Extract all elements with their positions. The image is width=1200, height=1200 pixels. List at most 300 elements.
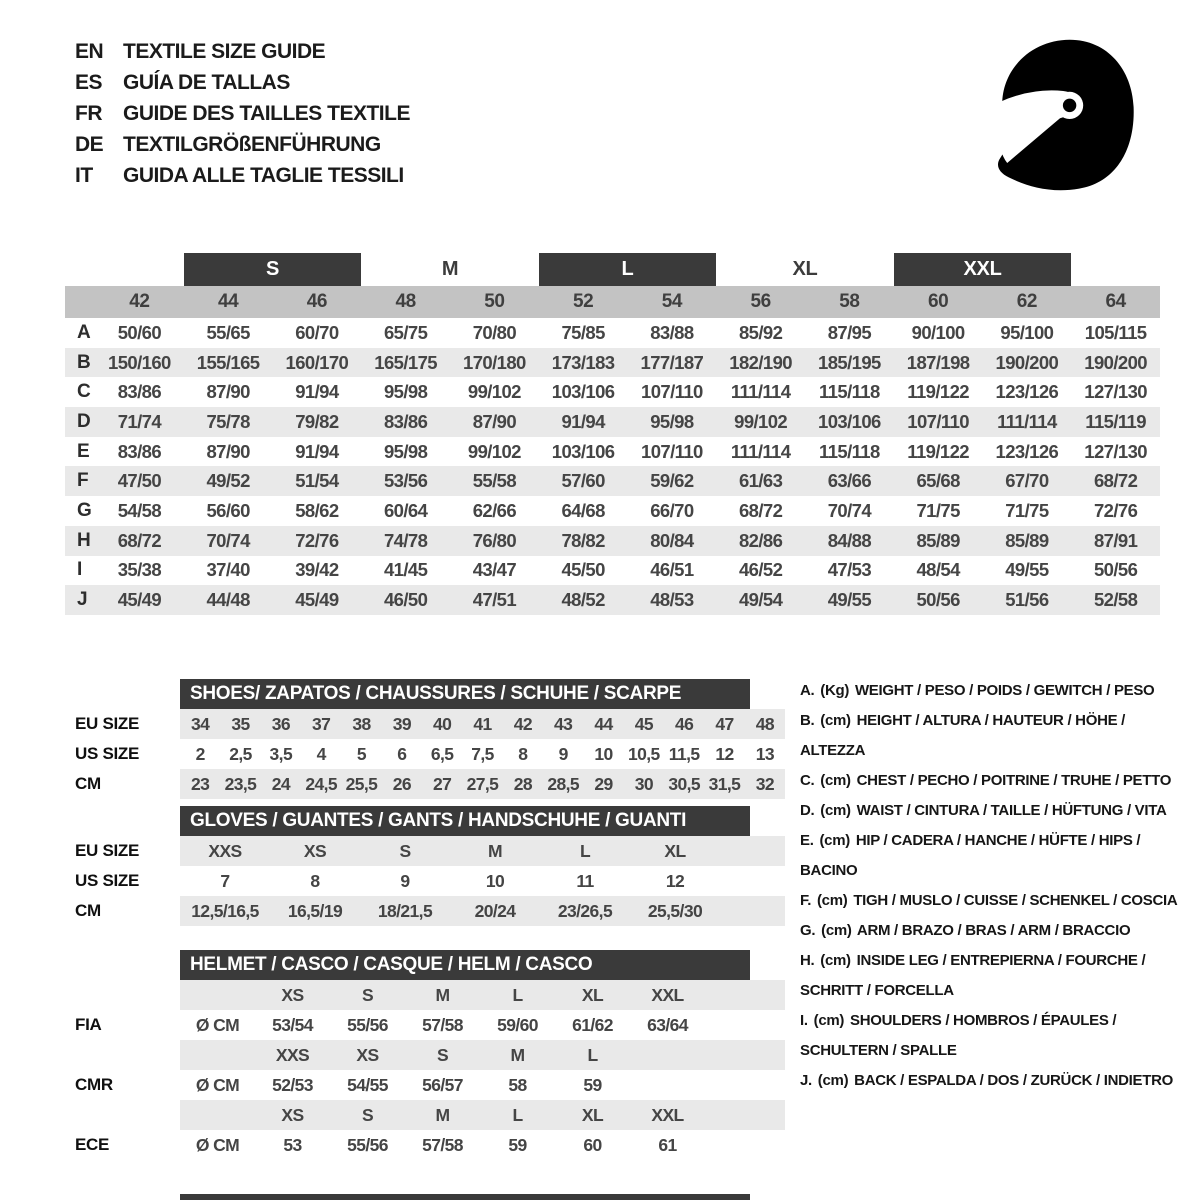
language-title-block — [75, 36, 410, 191]
legend-text: WEIGHT / PESO / POIDS / GEWITCH / PESO — [854, 682, 1155, 699]
table-cell: 4 — [316, 743, 326, 764]
size-cell: 72/76 — [295, 529, 339, 551]
size-cell: 105/115 — [1084, 321, 1147, 343]
row-letter: D — [77, 410, 91, 432]
size-cell: 56/60 — [206, 499, 250, 521]
size-cell: 87/90 — [206, 381, 250, 403]
table-cell: 31,5 — [708, 773, 741, 794]
size-cell: 46/52 — [738, 559, 783, 581]
legend-unit: (cm) — [813, 1012, 845, 1029]
size-cell: 60/70 — [295, 321, 339, 343]
helmet-icon — [980, 34, 1140, 196]
size-cell: 65/75 — [383, 321, 428, 343]
size-label-row — [65, 253, 1160, 286]
size-cell: 119/122 — [907, 381, 969, 403]
row-label: CMR — [75, 1075, 113, 1094]
table-row — [75, 896, 785, 926]
row-values — [180, 866, 785, 896]
language-code: FR — [75, 101, 102, 125]
helmet-size-cell: XS — [356, 1044, 379, 1065]
helmet-size-cell: XL — [581, 1104, 604, 1125]
legend-key: B. — [800, 712, 815, 729]
table-cell: 13 — [755, 743, 774, 764]
legend-text: INSIDE LEG / ENTREPIERNA / FOURCHE / SCHRITT / FORCELLA — [800, 952, 1146, 999]
size-cell: 80/84 — [650, 529, 694, 551]
size-cell: 103/106 — [551, 440, 615, 462]
row-values — [180, 1100, 785, 1130]
size-table-row — [65, 466, 1160, 496]
helmet-table-title: HELMET / CASCO / CASQUE / HELM / CASCO — [180, 950, 750, 980]
measurement-legend — [800, 676, 1188, 1096]
size-cell: 53/56 — [383, 470, 428, 492]
numeric-size-cell: 60 — [928, 291, 949, 312]
table-cell: 2 — [195, 743, 205, 764]
size-label-l: L — [539, 253, 717, 286]
legend-unit: (cm) — [819, 832, 850, 849]
size-cell: 68/72 — [117, 529, 162, 551]
size-cell: 57/60 — [561, 470, 605, 492]
helmet-size-cell: L — [512, 1104, 523, 1125]
legend-key: A. — [800, 682, 815, 699]
legend-unit: (Kg) — [820, 682, 850, 699]
numeric-size-spacer — [65, 286, 95, 318]
table-row — [75, 739, 785, 769]
numeric-size-cell: 46 — [306, 291, 327, 312]
helmet-table-body — [75, 980, 785, 1160]
helmet-size-cell: XL — [581, 984, 604, 1005]
helmet-value-cell: 59/60 — [497, 1014, 538, 1035]
size-cell: 35/38 — [117, 559, 162, 581]
size-cell: 47/53 — [827, 559, 872, 581]
table-cell: 32 — [755, 773, 774, 794]
size-cell: 190/200 — [1084, 351, 1147, 373]
legend-item — [800, 826, 1188, 886]
language-title: GUÍA DE TALLAS — [123, 70, 290, 94]
language-code: IT — [75, 163, 93, 187]
size-cell: 66/70 — [650, 499, 694, 521]
table-cell: 41 — [473, 713, 492, 734]
size-cell: 127/130 — [1084, 440, 1147, 462]
table-cell: 12,5/16,5 — [191, 900, 259, 921]
table-cell: 12 — [665, 870, 685, 891]
helmet-size-cell: XXL — [651, 1104, 684, 1125]
table-row — [75, 769, 785, 799]
helmet-value-row — [75, 1010, 785, 1040]
table-cell: 10 — [594, 743, 613, 764]
size-table-row — [65, 318, 1160, 348]
row-values — [180, 896, 785, 926]
language-row — [75, 129, 410, 160]
gloves-table-body — [75, 836, 785, 926]
table-cell: 9 — [400, 870, 410, 891]
table-cell: 27,5 — [466, 773, 499, 794]
language-row — [75, 160, 410, 191]
legend-text: TIGH / MUSLO / CUISSE / SCHENKEL / COSCIA — [853, 892, 1178, 909]
helmet-value-cell: 61 — [658, 1134, 677, 1155]
size-table-row — [65, 556, 1160, 586]
table-cell: 38 — [352, 713, 371, 734]
row-letter: E — [77, 440, 90, 462]
helmet-size-row — [75, 1040, 785, 1070]
unit-spacer — [180, 1040, 255, 1070]
helmet-size-cell: M — [435, 984, 450, 1005]
size-cell: 99/102 — [734, 410, 788, 432]
size-cell: 85/89 — [1005, 529, 1049, 551]
row-values — [180, 769, 785, 799]
size-cell: 177/187 — [640, 351, 704, 373]
helmet-value-cell: 58 — [508, 1074, 527, 1095]
size-cell: 71/75 — [1005, 499, 1049, 521]
legend-text: CHEST / PECHO / POITRINE / TRUHE / PETTO — [856, 772, 1172, 789]
shoes-table — [75, 679, 785, 799]
table-cell: 8 — [518, 743, 528, 764]
language-row — [75, 36, 410, 67]
table-cell: 24,5 — [305, 773, 337, 794]
helmet-value-cell: 56/57 — [422, 1074, 463, 1095]
size-cell: 48/53 — [650, 589, 694, 611]
row-letter: I — [77, 559, 83, 581]
size-cell: 44/48 — [206, 589, 250, 611]
row-label: US SIZE — [75, 871, 140, 890]
size-cell: 115/119 — [1085, 410, 1146, 432]
numeric-size-cell: 62 — [1016, 291, 1037, 312]
row-values — [180, 709, 785, 739]
size-cell: 65/68 — [916, 470, 960, 492]
size-cell: 107/110 — [641, 440, 703, 462]
unit-spacer — [180, 1100, 255, 1130]
size-cell: 173/183 — [551, 351, 615, 373]
helmet-size-cell: XS — [281, 984, 304, 1005]
size-cell: 45/49 — [295, 589, 339, 611]
gloves-table-title: GLOVES / GUANTES / GANTS / HANDSCHUHE / GUANTI — [180, 806, 750, 836]
unit-cell: Ø CM — [195, 1074, 240, 1095]
table-cell: 42 — [513, 713, 532, 734]
table-cell: 10,5 — [627, 743, 660, 764]
row-label: CM — [75, 774, 101, 793]
table-cell: 18/21,5 — [377, 900, 433, 921]
size-cell: 111/114 — [730, 440, 791, 462]
helmet-value-cell: 59 — [583, 1074, 602, 1095]
row-label — [75, 980, 180, 1010]
size-cell: 83/86 — [117, 381, 162, 403]
table-row — [75, 836, 785, 866]
helmet-value-cell: 54/55 — [347, 1074, 388, 1095]
helmet-value-row — [75, 1070, 785, 1100]
size-cell: 39/42 — [295, 559, 339, 581]
size-cell: 115/118 — [819, 381, 880, 403]
table-cell: 2,5 — [229, 743, 252, 764]
table-cell: 37 — [312, 713, 331, 734]
legend-item — [800, 1006, 1188, 1066]
size-cell: 107/110 — [641, 381, 703, 403]
size-cell: 185/195 — [818, 351, 881, 373]
legend-unit: (cm) — [820, 712, 851, 729]
helmet-size-cell: S — [436, 1044, 449, 1065]
size-cell: 107/110 — [907, 410, 969, 432]
table-cell: 43 — [554, 713, 573, 734]
table-cell: 47 — [715, 713, 734, 734]
legend-unit: (cm) — [816, 892, 848, 909]
unit-spacer — [180, 980, 255, 1010]
table-cell: 11,5 — [668, 743, 700, 764]
legend-text: BACK / ESPALDA / DOS / ZURÜCK / INDIETRO — [854, 1072, 1173, 1089]
numeric-size-cell: 42 — [129, 291, 150, 312]
size-cell: 62/66 — [472, 499, 517, 521]
row-label: US SIZE — [75, 744, 140, 763]
size-label-xxl: XXL — [894, 253, 1072, 286]
numeric-size-cell: 44 — [218, 291, 239, 312]
size-cell: 74/78 — [383, 529, 428, 551]
legend-text: WAIST / CINTURA / TAILLE / HÜFTUNG / VITA — [856, 802, 1167, 819]
size-cell: 63/66 — [827, 470, 872, 492]
legend-text: SHOULDERS / HOMBROS / ÉPAULES / SCHULTERN / SPALLE — [800, 1012, 1117, 1059]
size-table-row — [65, 407, 1160, 437]
size-cell: 87/95 — [827, 321, 872, 343]
size-cell: 64/68 — [561, 499, 605, 521]
size-cell: 83/86 — [383, 410, 428, 432]
size-cell: 150/160 — [108, 351, 171, 373]
table-cell: 6 — [397, 743, 407, 764]
row-label — [75, 1040, 180, 1070]
size-cell: 70/80 — [472, 321, 517, 343]
table-cell: 11 — [576, 870, 594, 891]
size-cell: 72/76 — [1093, 499, 1138, 521]
size-cell: 103/106 — [818, 410, 881, 432]
table-cell: 44 — [594, 713, 613, 734]
helmet-size-cell — [630, 1040, 705, 1070]
size-cell: 50/56 — [1093, 559, 1138, 581]
helmet-value-cell: 52/53 — [272, 1074, 313, 1095]
size-cell: 70/74 — [206, 529, 250, 551]
legend-item — [800, 916, 1188, 946]
helmet-value-cell: 63/64 — [647, 1014, 688, 1035]
helmet-size-cell: M — [435, 1104, 450, 1125]
language-code: DE — [75, 132, 104, 156]
size-cell: 48/52 — [561, 589, 605, 611]
table-cell: 5 — [356, 743, 367, 764]
table-cell: 40 — [433, 713, 452, 734]
legend-text: HIP / CADERA / HANCHE / HÜFTE / HIPS / BACINO — [800, 832, 1141, 879]
size-cell: 46/51 — [650, 559, 694, 581]
size-cell: 49/52 — [206, 470, 250, 492]
size-cell: 83/88 — [650, 321, 694, 343]
size-cell: 70/74 — [827, 499, 872, 521]
size-label-m: M — [441, 258, 459, 280]
helmet-size-cell: S — [361, 984, 374, 1005]
size-cell: 95/98 — [650, 410, 694, 432]
textile-size-table — [65, 253, 1160, 615]
table-cell: 48 — [755, 713, 774, 734]
size-cell: 47/50 — [117, 470, 162, 492]
size-cell: 49/54 — [738, 589, 783, 611]
helmet-size-cell: XXL — [651, 984, 684, 1005]
row-label: CM — [75, 901, 101, 920]
helmet-size-cell: XS — [281, 1104, 304, 1125]
row-letter: C — [77, 381, 91, 403]
size-cell: 95/98 — [383, 440, 428, 462]
row-values — [180, 739, 785, 769]
table-cell: 3,5 — [269, 743, 293, 764]
size-cell: 68/72 — [1093, 470, 1138, 492]
size-cell: 55/58 — [472, 470, 517, 492]
legend-item — [800, 706, 1188, 766]
size-cell: 190/200 — [995, 351, 1059, 373]
size-cell: 45/49 — [117, 589, 162, 611]
row-letter: J — [77, 589, 88, 611]
helmet-size-cell: XXS — [275, 1044, 310, 1065]
table-cell: 26 — [392, 773, 411, 794]
table-cell: XS — [303, 840, 327, 861]
size-cell: 51/54 — [295, 470, 339, 492]
table-cell: 28 — [513, 773, 532, 794]
language-title: GUIDE DES TAILLES TEXTILE — [123, 101, 410, 125]
language-row — [75, 67, 410, 98]
size-table-row — [65, 377, 1160, 407]
row-label — [75, 1100, 180, 1130]
size-cell: 103/106 — [551, 381, 615, 403]
size-cell: 83/86 — [117, 440, 162, 462]
language-title: TEXTILGRÖßENFÜHRUNG — [123, 132, 381, 156]
size-cell: 45/50 — [561, 559, 605, 581]
row-label: FIA — [75, 1015, 102, 1034]
size-cell: 85/92 — [738, 321, 783, 343]
shoes-table-title: SHOES/ ZAPATOS / CHAUSSURES / SCHUHE / SCARPE — [180, 679, 750, 709]
legend-unit: (cm) — [821, 922, 852, 939]
size-cell: 75/78 — [206, 410, 250, 432]
language-row — [75, 98, 410, 129]
size-cell: 49/55 — [1005, 559, 1049, 581]
size-cell: 85/89 — [916, 529, 960, 551]
size-label-xl: XL — [792, 258, 818, 280]
table-cell: 23/26,5 — [557, 900, 613, 921]
size-cell: 52/58 — [1093, 589, 1138, 611]
size-cell: 123/126 — [995, 381, 1059, 403]
legend-text: HEIGHT / ALTURA / HAUTEUR / HÖHE / ALTEZZA — [800, 712, 1126, 759]
legend-key: D. — [800, 802, 815, 819]
size-cell: 90/100 — [911, 321, 965, 343]
table-cell: 23,5 — [224, 773, 257, 794]
helmet-value-cell: 53 — [283, 1134, 302, 1155]
table-cell: 34 — [191, 713, 210, 734]
size-cell: 49/55 — [827, 589, 872, 611]
size-cell: 91/94 — [561, 410, 605, 432]
size-table-body — [65, 318, 1160, 615]
row-letter: F — [77, 470, 89, 492]
size-cell: 41/45 — [383, 559, 428, 581]
row-label: EU SIZE — [75, 714, 140, 733]
size-cell: 111/114 — [730, 381, 791, 403]
table-cell: 27 — [433, 773, 452, 794]
size-cell: 71/74 — [117, 410, 162, 432]
size-cell: 58/62 — [295, 499, 339, 521]
table-cell: 45 — [634, 713, 653, 734]
numeric-size-cell: 48 — [395, 291, 416, 312]
row-values — [180, 1010, 785, 1040]
legend-item — [800, 796, 1188, 826]
size-cell: 99/102 — [467, 381, 521, 403]
unit-cell: Ø CM — [195, 1014, 240, 1035]
size-cell: 67/70 — [1005, 470, 1049, 492]
legend-item — [800, 766, 1188, 796]
size-cell: 47/51 — [472, 589, 517, 611]
unit-cell: Ø CM — [195, 1134, 240, 1155]
size-cell: 91/94 — [295, 381, 339, 403]
size-cell: 182/190 — [729, 351, 792, 373]
size-cell: 165/175 — [374, 351, 437, 373]
size-cell: 51/56 — [1005, 589, 1049, 611]
size-table-row — [65, 496, 1160, 526]
legend-item — [800, 886, 1188, 916]
table-cell: 29 — [594, 773, 613, 794]
legend-unit: (cm) — [820, 952, 851, 969]
table-cell: 35 — [231, 713, 250, 734]
table-cell: 7 — [220, 870, 230, 891]
table-cell: XXS — [208, 840, 242, 861]
helmet-value-cell: 61/62 — [572, 1014, 613, 1035]
row-values — [180, 980, 785, 1010]
gloves-table — [75, 806, 785, 926]
legend-key: H. — [800, 952, 815, 969]
legend-key: J. — [800, 1072, 812, 1089]
helmet-value-cell: 55/56 — [347, 1134, 388, 1155]
legend-key: G. — [800, 922, 816, 939]
size-cell: 71/75 — [916, 499, 960, 521]
size-cell: 123/126 — [995, 440, 1059, 462]
table-cell: 36 — [271, 713, 290, 734]
size-cell: 127/130 — [1084, 381, 1147, 403]
numeric-size-cell: 52 — [573, 291, 594, 312]
numeric-size-cell: 58 — [839, 291, 860, 312]
size-cell: 55/65 — [206, 321, 250, 343]
helmet-size-cell: L — [512, 984, 523, 1005]
legend-item — [800, 676, 1188, 706]
table-cell: 46 — [675, 713, 694, 734]
size-table-row — [65, 437, 1160, 467]
size-cell: 84/88 — [827, 529, 872, 551]
language-title: TEXTILE SIZE GUIDE — [123, 39, 326, 63]
size-cell: 59/62 — [650, 470, 694, 492]
row-letter: B — [77, 351, 91, 373]
size-cell: 91/94 — [295, 440, 339, 462]
language-title: GUIDA ALLE TAGLIE TESSILI — [123, 163, 404, 187]
helmet-value-cell — [630, 1070, 705, 1100]
language-code: ES — [75, 70, 103, 94]
table-cell: 28,5 — [547, 773, 579, 794]
size-cell: 95/98 — [383, 381, 428, 403]
numeric-size-cell: 50 — [484, 291, 505, 312]
legend-unit: (cm) — [820, 802, 851, 819]
legend-text: ARM / BRAZO / BRAS / ARM / BRACCIO — [856, 922, 1131, 939]
size-cell: 82/86 — [738, 529, 783, 551]
row-label: EU SIZE — [75, 841, 140, 860]
size-cell: 87/90 — [472, 410, 517, 432]
size-cell: 50/60 — [117, 321, 162, 343]
helmet-size-row — [75, 980, 785, 1010]
size-cell: 187/198 — [906, 351, 970, 373]
size-cell: 111/114 — [997, 410, 1057, 432]
helmet-size-cell: S — [361, 1104, 374, 1125]
size-cell: 54/58 — [117, 499, 162, 521]
size-cell: 87/90 — [206, 440, 250, 462]
size-table-row — [65, 585, 1160, 615]
size-cell: 155/165 — [196, 351, 260, 373]
numeric-size-cell: 64 — [1105, 291, 1126, 312]
table-cell: 23 — [191, 773, 210, 794]
helmet-size-row — [75, 1100, 785, 1130]
table-cell: 25,5 — [345, 773, 378, 794]
size-label-s: S — [184, 253, 362, 286]
table-cell: L — [579, 840, 591, 861]
